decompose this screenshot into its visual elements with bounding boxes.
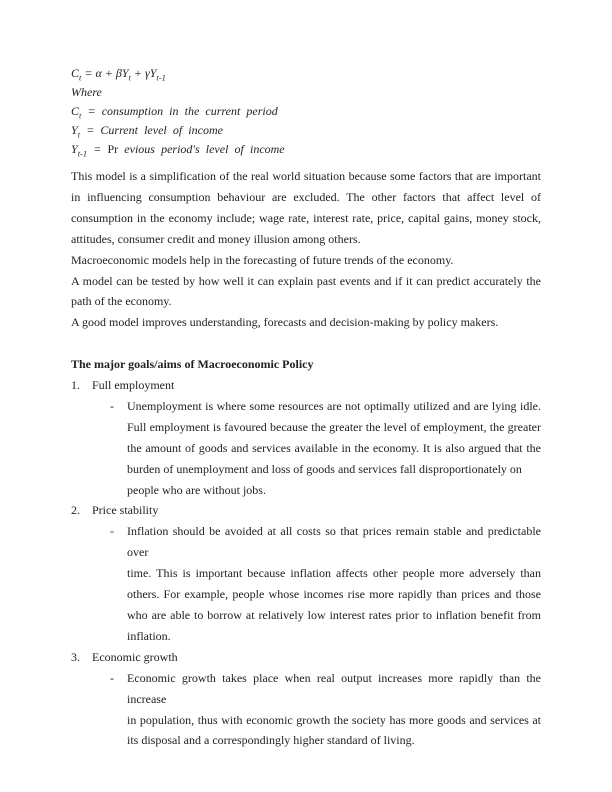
definition-text: = Current level of income [86, 123, 223, 137]
equation-subscript: t [79, 72, 82, 83]
goal-item-economic-growth [71, 647, 541, 668]
bullet-dash: - [110, 670, 114, 685]
bullet-text [127, 521, 541, 646]
bullet-line: Inflation should be avoided at all costs so that prices remain stable and predictable over [127, 524, 541, 560]
bullet-line: in population, thus with economic growth the society has more goods and services at [127, 712, 541, 727]
equation-term: = α + βY [84, 66, 129, 80]
paragraph-line: consumption in the economy include; wage rate, interest rate, price, capital gains, money stock, [71, 210, 541, 225]
bullet-line: Full employment is favoured because the greater the level of employment, the greater [127, 419, 541, 434]
equals-sign: = [93, 142, 102, 156]
bullet-line: its disposal and a correspondingly higher standard of living. [127, 733, 415, 748]
goal-bullet [71, 396, 541, 501]
equation-term: C [71, 66, 80, 80]
equation-subscript: t-1 [156, 72, 166, 83]
equation-subscript: t-1 [77, 148, 88, 159]
paragraph-model-simplification [71, 166, 541, 250]
equation-symbol: Y [71, 123, 78, 137]
paragraph-good-model [71, 312, 541, 333]
bullet-line: inflation. [127, 628, 171, 643]
goal-title: Economic growth [92, 649, 178, 664]
paragraph-line: A model can be tested by how well it can explain past events and if it can predict accurately the [71, 273, 541, 288]
equation-block [71, 64, 541, 159]
definition-previous-income [71, 140, 541, 159]
section-heading: The major goals/aims of Macroeconomic Policy [71, 357, 314, 372]
equation-subscript: t [128, 72, 131, 83]
bullet-line: Economic growth takes place when real output increases more rapidly than the increase [127, 670, 541, 706]
equation-subscript: t [79, 110, 82, 121]
equation-symbol: Y [71, 142, 78, 156]
bullet-line: burden of unemployment and loss of goods and services fall disproportionately on [127, 461, 522, 476]
body-text [71, 166, 541, 751]
definition-text: = consumption in the current period [87, 104, 278, 118]
definition-text-pr: Pr [107, 142, 119, 156]
bullet-line: Unemployment is where some resources are not optimally utilized and are lying idle. [127, 398, 541, 413]
definition-text: evious period's level of income [124, 142, 285, 156]
goal-number: 3. [71, 649, 80, 664]
goal-title: Full employment [92, 378, 175, 393]
bullet-dash: - [110, 398, 114, 413]
equation-subscript: t [77, 129, 81, 140]
paragraph-line: in influencing consumption behaviour are excluded. The other factors that affect level of [71, 189, 541, 204]
goal-item-full-employment [71, 375, 541, 396]
bullet-text [127, 668, 541, 752]
equation-symbol: C [71, 104, 80, 118]
equation-where-label: Where [71, 85, 102, 99]
bullet-line: who are able to borrow at relatively low interest rates prior to inflation benefit from [127, 608, 541, 623]
goal-item-price-stability [71, 500, 541, 521]
goal-number: 2. [71, 503, 80, 518]
definition-consumption [71, 102, 541, 121]
bullet-text [127, 396, 541, 501]
paragraph-line: attitudes, consumer credit and money illusion among others. [71, 231, 361, 246]
goal-bullet [71, 521, 541, 646]
equation-term: + γY [133, 66, 157, 80]
consumption-model-equation [71, 64, 541, 83]
bullet-dash: - [110, 524, 114, 539]
paragraph-line: This model is a simplification of the real world situation because some factors that are important [71, 169, 541, 183]
paragraph-line: path of the economy. [71, 294, 172, 309]
page-content [71, 64, 541, 751]
definition-current-income [71, 121, 541, 140]
bullet-line: others. For example, people whose incomes rise more rapidly than prices and those [127, 587, 541, 602]
paragraph-line: A good model improves understanding, forecasts and decision-making by policy makers. [71, 315, 499, 330]
goals-list [71, 375, 541, 751]
paragraph-line: Macroeconomic models help in the forecasting of future trends of the economy. [71, 252, 454, 267]
goal-number: 1. [71, 378, 80, 393]
paragraph-forecasting [71, 250, 541, 271]
goal-title: Price stability [92, 503, 159, 518]
goal-bullet [71, 668, 541, 752]
bullet-line: the amount of goods and services available in the economy. It is also argued that the [127, 440, 541, 455]
bullet-line: people who are without jobs. [127, 482, 266, 497]
paragraph-model-testing [71, 271, 541, 313]
bullet-line: time. This is important because inflation affects other people more adversely than [127, 566, 541, 581]
